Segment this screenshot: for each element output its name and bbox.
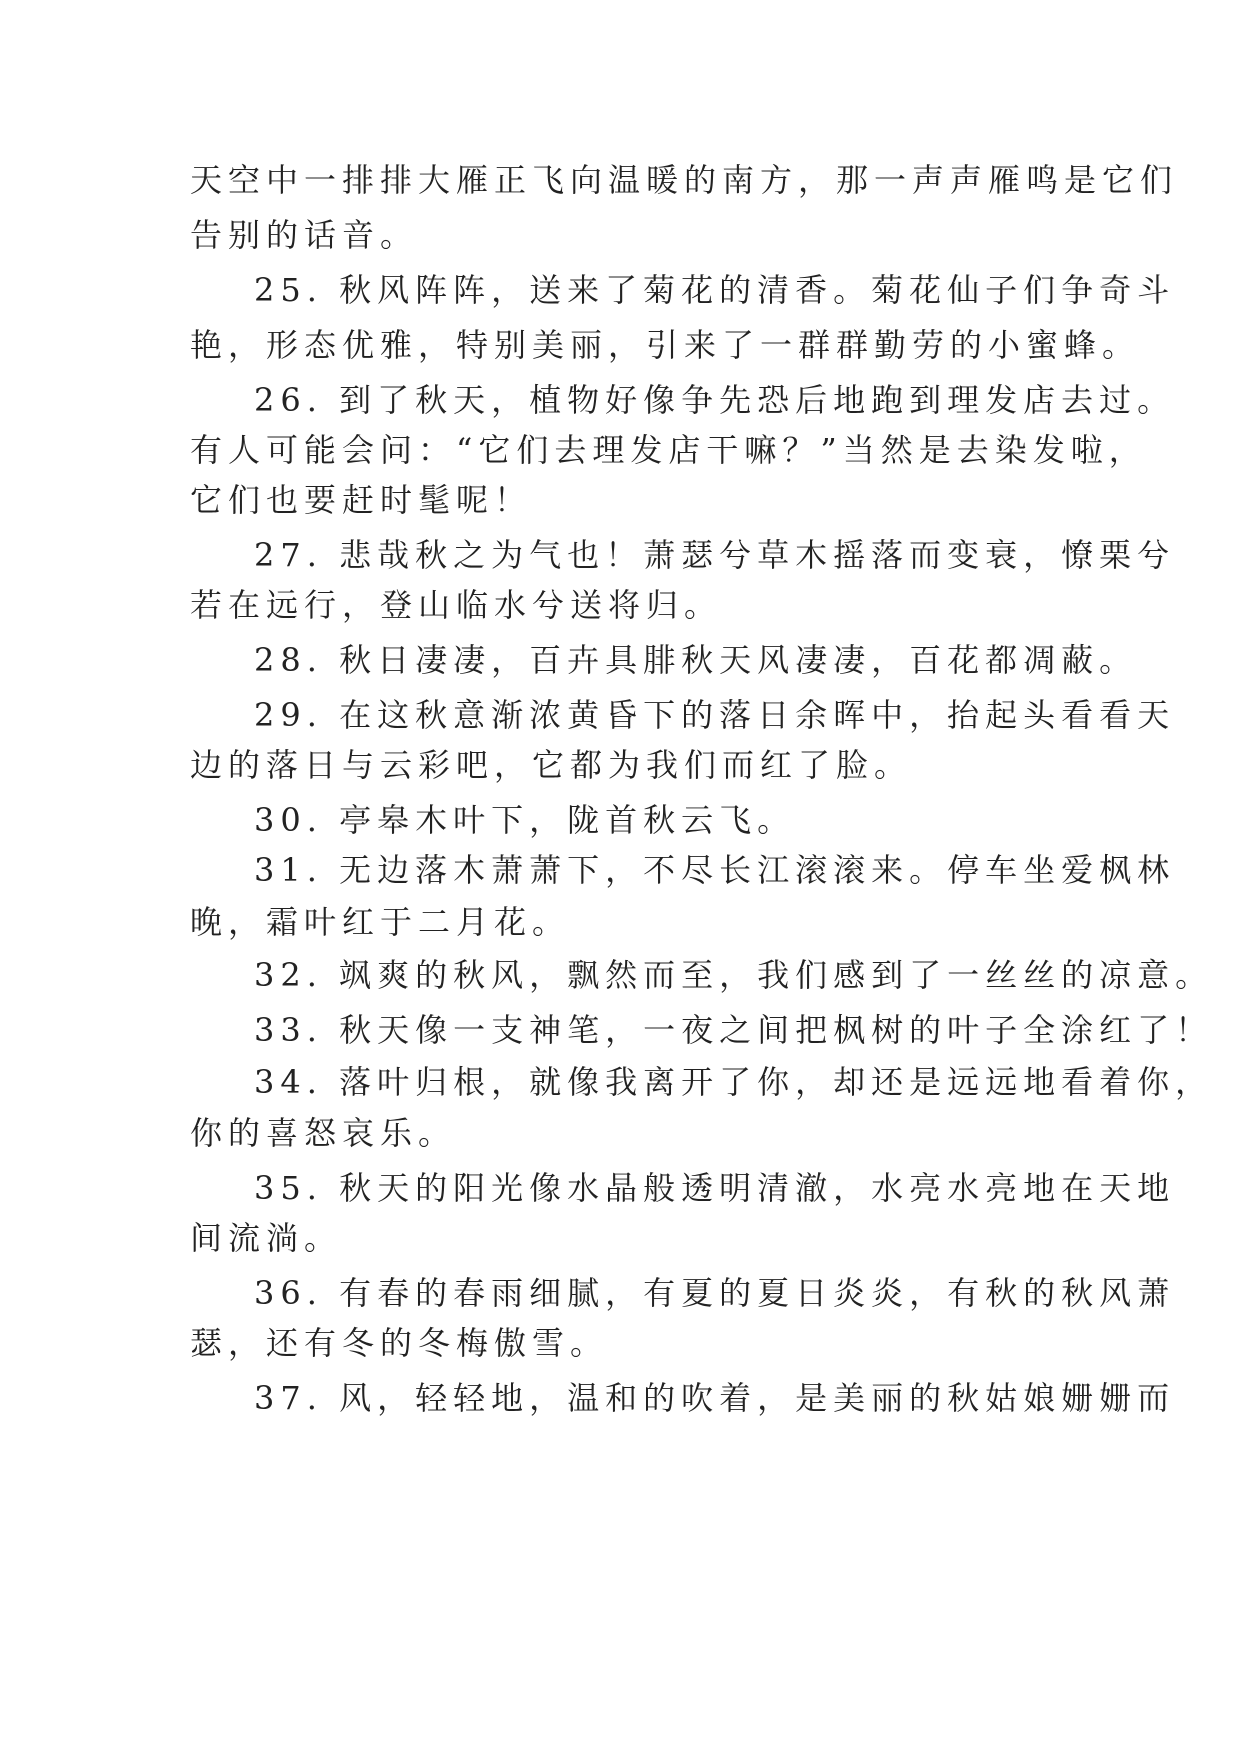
text-line: 你的喜怒哀乐。 xyxy=(190,1114,457,1152)
text-line: 32. 飒爽的秋风，飘然而至，我们感到了一丝丝的凉意。 xyxy=(254,956,1214,994)
text-line: 瑟，还有冬的冬梅傲雪。 xyxy=(190,1324,609,1362)
text-line: 边的落日与云彩吧，它都为我们而红了脸。 xyxy=(190,746,913,784)
text-line: 29. 在这秋意渐浓黄昏下的落日余晖中，抬起头看看天 xyxy=(254,696,1176,734)
text-line: 34. 落叶归根，就像我离开了你，却还是远远地看着你， xyxy=(254,1063,1214,1101)
text-line: 艳，形态优雅，特别美丽，引来了一群群勤劳的小蜜蜂。 xyxy=(190,326,1141,364)
text-line: 天空中一排排大雁正飞向温暖的南方，那一声声雁鸣是它们 xyxy=(190,161,1179,199)
text-line: 有人可能会问：“它们去理发店干嘛？”当然是去染发啦， xyxy=(190,431,1147,469)
text-line: 35. 秋天的阳光像水晶般透明清澈，水亮水亮地在天地 xyxy=(254,1169,1176,1207)
text-line: 晚，霜叶红于二月花。 xyxy=(190,903,571,941)
text-line: 27. 悲哉秋之为气也！萧瑟兮草木摇落而变衰，憭栗兮 xyxy=(254,536,1176,574)
text-line: 36. 有春的春雨细腻，有夏的夏日炎炎，有秋的秋风萧 xyxy=(254,1274,1176,1312)
text-line: 31. 无边落木萧萧下，不尽长江滚滚来。停车坐爱枫林 xyxy=(254,851,1176,889)
text-line: 37. 风，轻轻地，温和的吹着，是美丽的秋姑娘姗姗而 xyxy=(254,1379,1176,1417)
text-line: 30. 亭皋木叶下，陇首秋云飞。 xyxy=(254,801,796,839)
text-line: 28. 秋日凄凄，百卉具腓秋天风凄凄，百花都凋蔽。 xyxy=(254,641,1138,679)
text-line: 25. 秋风阵阵，送来了菊花的清香。菊花仙子们争奇斗 xyxy=(254,271,1176,309)
text-line: 33. 秋天像一支神笔，一夜之间把枫树的叶子全涂红了！ xyxy=(254,1011,1214,1049)
text-line: 告别的话音。 xyxy=(190,216,419,254)
text-line: 26. 到了秋天，植物好像争先恐后地跑到理发店去过。 xyxy=(254,381,1176,419)
text-line: 间流淌。 xyxy=(190,1219,343,1257)
text-line: 若在远行，登山临水兮送将归。 xyxy=(190,586,723,624)
text-line: 它们也要赶时髦呢！ xyxy=(190,481,533,519)
